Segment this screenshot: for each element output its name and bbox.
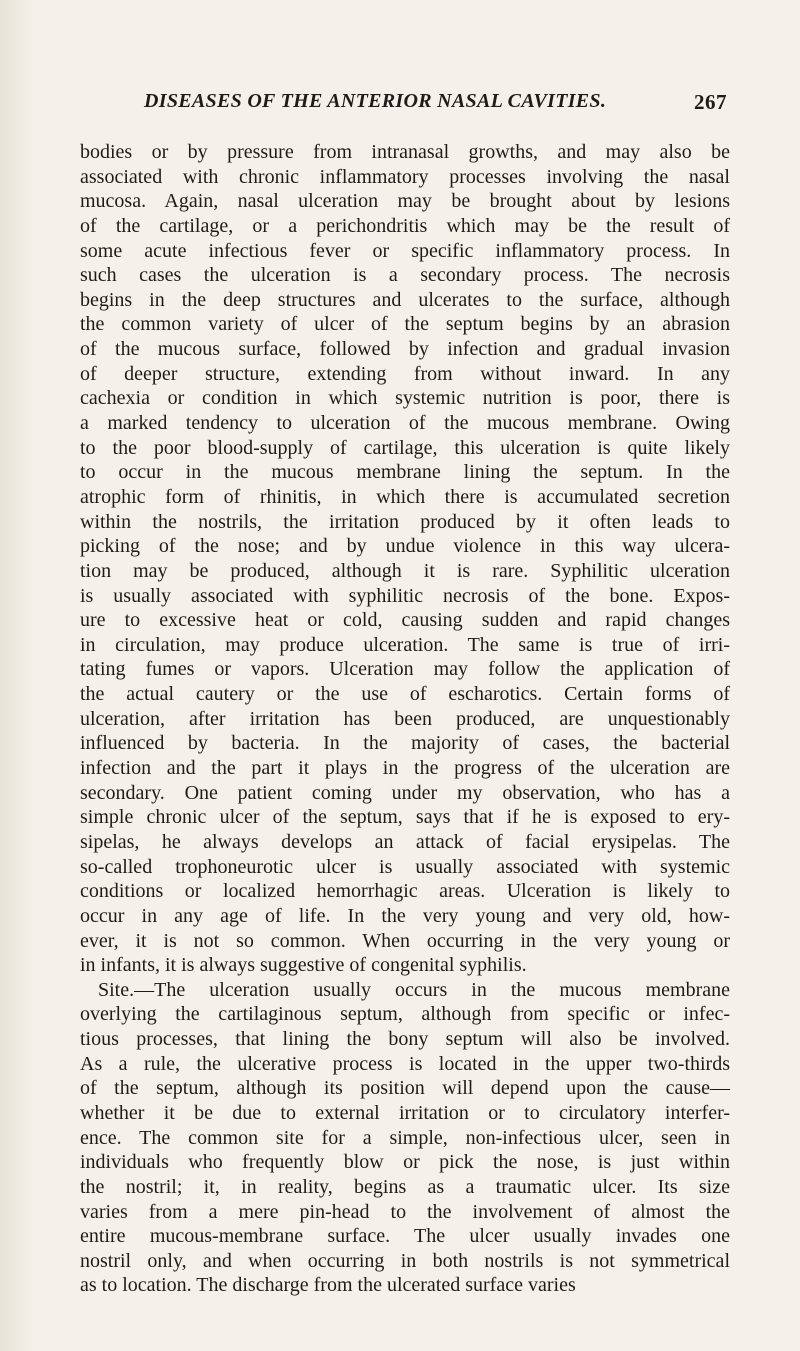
text-line: the nostril; it, in reality, begins as a traumatic ulcer. Its size — [80, 1175, 730, 1198]
text-line: Site.—The ulceration usually occurs in the mucous membrane — [98, 978, 730, 1001]
text-line: to occur in the mucous membrane lining the septum. In the — [80, 461, 730, 484]
text-line: the actual cautery or the use of escharotics. Certain forms of — [80, 683, 730, 706]
text-line: infection and the part it plays in the progress of the ulceration are — [80, 757, 730, 780]
text-line: sipelas, he always develops an attack of facial erysipelas. The — [80, 830, 730, 853]
text-line: As a rule, the ulcerative process is located in the upper two-thirds — [80, 1052, 730, 1075]
text-line: a marked tendency to ulceration of the mucous membrane. Owing — [80, 412, 730, 435]
text-line: cachexia or condition in which systemic nutrition is poor, there is — [80, 387, 730, 410]
text-line: bodies or by pressure from intranasal growths, and may also be — [80, 141, 730, 163]
text-line: tious processes, that lining the bony septum will also be involved. — [80, 1028, 730, 1051]
text-line: the common variety of ulcer of the septum begins by an abrasion — [80, 313, 730, 336]
text-line: ence. The common site for a simple, non-infectious ulcer, seen in — [80, 1126, 730, 1149]
text-line: is usually associated with syphilitic necrosis of the bone. Expos- — [80, 584, 730, 607]
text-line: of the mucous surface, followed by infection and gradual invasion — [80, 338, 730, 361]
text-line: of deeper structure, extending from without inward. In any — [80, 362, 730, 385]
text-line: entire mucous-membrane surface. The ulcer usually invades one — [80, 1225, 730, 1248]
text-line: simple chronic ulcer of the septum, says that if he is exposed to ery- — [80, 806, 730, 829]
text-line: to the poor blood-supply of cartilage, this ulceration is quite likely — [80, 436, 730, 459]
text-line: ulceration, after irritation has been produced, are unquestionably — [80, 707, 730, 730]
text-line: nostril only, and when occurring in both nostrils is not symmetrical — [80, 1249, 730, 1272]
text-line: of the septum, although its position will depend upon the cause— — [80, 1077, 730, 1100]
text-line: varies from a mere pin-head to the involvement of almost the — [80, 1200, 730, 1223]
text-line: picking of the nose; and by undue violence in this way ulcera- — [80, 535, 730, 558]
text-line: tion may be produced, although it is rare. Syphilitic ulceration — [80, 559, 730, 582]
text-line: within the nostrils, the irritation produced by it often leads to — [80, 510, 730, 533]
running-head — [82, 90, 727, 120]
text-line: in infants, it is always suggestive of congenital syphilis. — [80, 954, 527, 977]
text-line: occur in any age of life. In the very young and very old, how- — [80, 904, 730, 927]
text-line: associated with chronic inflammatory processes involving the nasal — [80, 165, 730, 188]
text-line: in circulation, may produce ulceration. The same is true of irri- — [80, 633, 730, 656]
text-line: tating fumes or vapors. Ulceration may follow the application of — [80, 658, 730, 681]
text-line: conditions or localized hemorrhagic areas. Ulceration is likely to — [80, 880, 730, 903]
text-line: secondary. One patient coming under my observation, who has a — [80, 781, 730, 804]
text-line: such cases the ulceration is a secondary process. The necrosis — [80, 264, 730, 287]
text-line: atrophic form of rhinitis, in which there is accumulated secretion — [80, 485, 730, 508]
text-line: some acute infectious fever or specific inflammatory process. In — [80, 239, 730, 262]
text-line: overlying the cartilaginous septum, although from specific or infec- — [80, 1003, 730, 1026]
text-line: as to location. The discharge from the ulcerated surface varies — [80, 1274, 576, 1297]
text-line: of the cartilage, or a perichondritis which may be the result of — [80, 214, 730, 237]
text-line: mucosa. Again, nasal ulceration may be brought about by lesions — [80, 190, 730, 213]
text-line: whether it be due to external irritation or to circulatory interfer- — [80, 1101, 730, 1124]
page-number: 267 — [694, 90, 727, 114]
text-line: so-called trophoneurotic ulcer is usually associated with systemic — [80, 855, 730, 878]
text-line: begins in the deep structures and ulcerates to the surface, although — [80, 288, 730, 311]
text-line: individuals who frequently blow or pick the nose, is just within — [80, 1151, 730, 1174]
text-line: influenced by bacteria. In the majority of cases, the bacterial — [80, 732, 730, 755]
text-line: ever, it is not so common. When occurring in the very young or — [80, 929, 730, 952]
body-text — [80, 140, 730, 1298]
page-edge-shadow — [0, 0, 34, 1351]
text-line: ure to excessive heat or cold, causing sudden and rapid changes — [80, 609, 730, 632]
running-title: DISEASES OF THE ANTERIOR NASAL CAVITIES. — [144, 90, 607, 112]
